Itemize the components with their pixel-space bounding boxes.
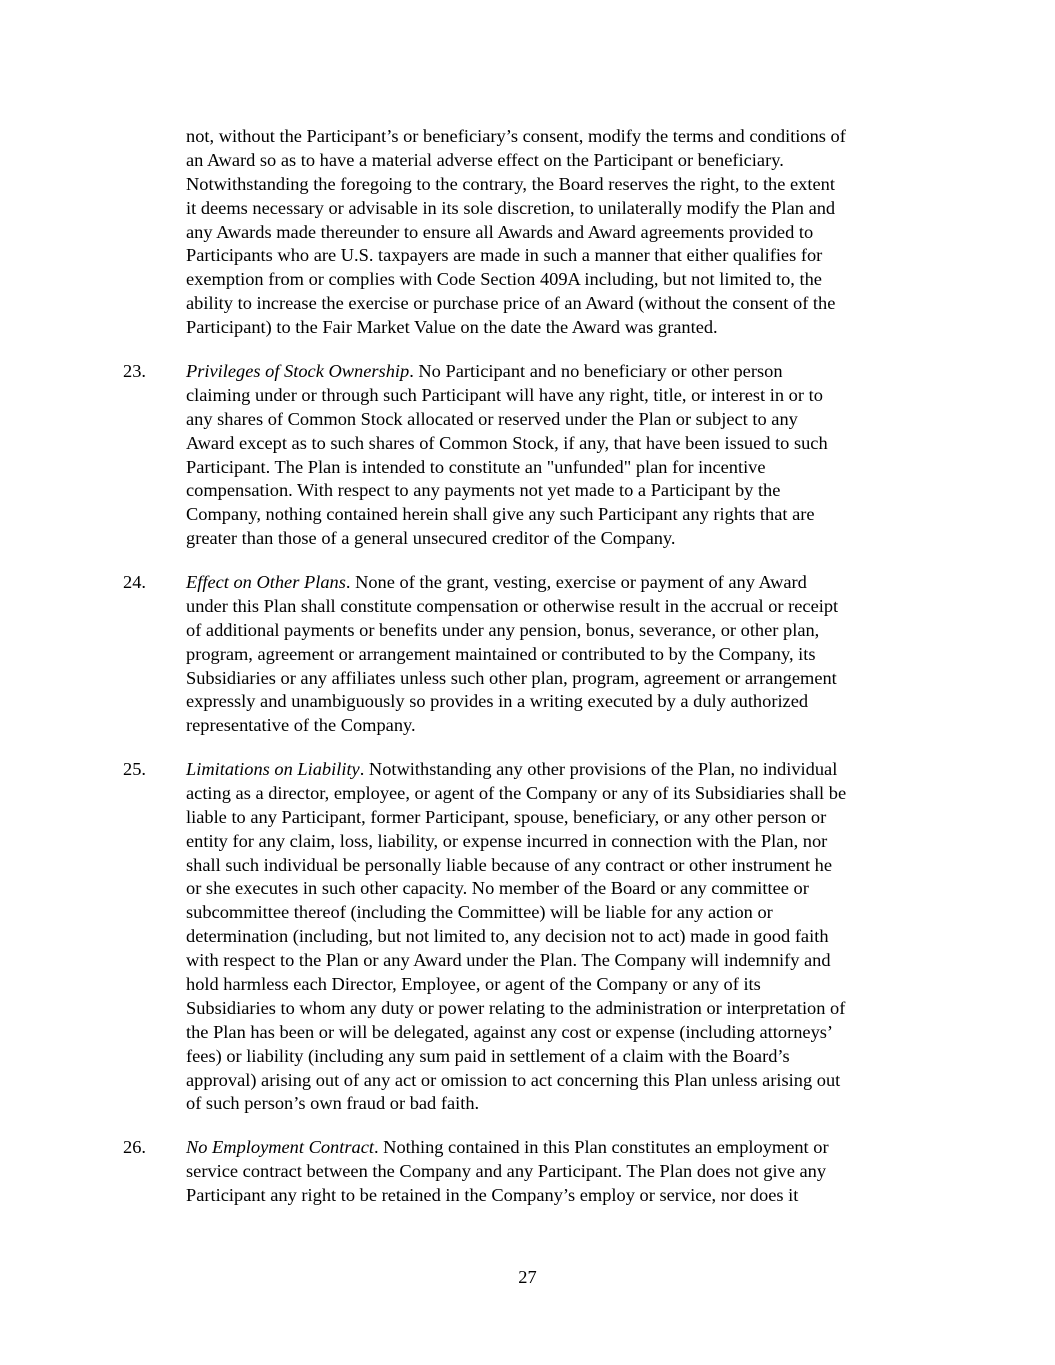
text-line: service contract between the Company and any Participant. The Plan does not give any [186, 1160, 827, 1181]
text-line: fees) or liability (including any sum paid in settlement of a claim with the Board’s [186, 1045, 790, 1066]
continuation-paragraph [186, 125, 946, 340]
text-line: Award except as to such shares of Common Stock, if any, that have been issued to such [186, 432, 828, 453]
text-line: claiming under or through such Participant will have any right, title, or interest in or to [186, 384, 823, 405]
text-line: Participant) to the Fair Market Value on the date the Award was granted. [186, 317, 718, 338]
text-line: with respect to the Plan or any Award under the Plan. The Company will indemnify and [186, 950, 831, 971]
text-line: not, without the Participant’s or beneficiary’s consent, modify the terms and conditions of [186, 126, 846, 146]
text-line [186, 360, 946, 384]
text-line: under this Plan shall constitute compensation or otherwise result in the accrual or receipt [186, 595, 839, 616]
text-line: expressly and unambiguously so provides in a writing executed by a duly authorized [186, 691, 809, 712]
text-line: representative of the Company. [186, 715, 416, 736]
section-number-26: 26. [123, 1137, 146, 1157]
text-line: any shares of Common Stock allocated or reserved under the Plan or subject to any [186, 408, 798, 429]
text-line: of additional payments or benefits under any pension, bonus, severance, or other plan, [186, 619, 820, 640]
text-line: it deems necessary or advisable in its sole discretion, to unilaterally modify the Plan and [186, 197, 836, 218]
text-line: Participant. The Plan is intended to constitute an "unfunded" plan for incentive [186, 456, 766, 477]
text-line [186, 758, 946, 782]
text-line: Subsidiaries or any affiliates unless such other plan, program, agreement or arrangement [186, 667, 837, 688]
text-line [186, 1136, 946, 1160]
text-line: any Awards made thereunder to ensure all Awards and Award agreements provided to [186, 221, 814, 242]
text-line: approval) arising out of any act or omission to act concerning this Plan unless arising out [186, 1069, 841, 1090]
section-26-paragraph [186, 1136, 946, 1208]
text-line: of such person’s own fraud or bad faith. [186, 1093, 480, 1114]
page-number: 27 [518, 1267, 537, 1287]
section-23-paragraph [186, 360, 946, 551]
text-line: hold harmless each Director, Employee, or agent of the Company or any of its [186, 974, 761, 995]
text-line: greater than those of a general unsecured creditor of the Company. [186, 528, 676, 549]
text-line: exemption from or complies with Code Section 409A including, but not limited to, the [186, 269, 822, 290]
text-line: Notwithstanding the foregoing to the contrary, the Board reserves the right, to the extent [186, 173, 835, 194]
text-line: compensation. With respect to any payments not yet made to a Participant by the [186, 480, 781, 501]
section-25-paragraph [186, 758, 946, 1116]
section-number-25: 25. [123, 759, 146, 779]
text-line: program, agreement or arrangement maintained or contributed to by the Company, its [186, 643, 816, 664]
text-line: shall such individual be personally liable because of any contract or other instrument he [186, 854, 833, 875]
text-run: . None of the grant, vesting, exercise or payment of any Award [345, 572, 807, 592]
text-line: an Award so as to have a material adverse effect on the Participant or beneficiary. [186, 149, 784, 170]
section-number-24: 24. [123, 572, 146, 592]
section-heading: No Employment Contract [186, 1137, 374, 1157]
text-line [186, 571, 946, 595]
section-heading: Privileges of Stock Ownership [186, 361, 410, 381]
text-line: liable to any Participant, former Participant, spouse, beneficiary, or any other person or [186, 806, 827, 827]
text-line: determination (including, but not limited to, any decision not to act) made in good faith [186, 926, 829, 947]
text-line: Participant any right to be retained in the Company’s employ or service, nor does it [186, 1184, 799, 1205]
text-line: acting as a director, employee, or agent of the Company or any of its Subsidiaries shall be [186, 782, 847, 803]
text-line: entity for any claim, loss, liability, or expense incurred in connection with the Plan, nor [186, 830, 828, 851]
text-line: Company, nothing contained herein shall give any such Participant any rights that are [186, 504, 815, 525]
text-line: or she executes in such other capacity. No member of the Board or any committee or [186, 878, 809, 899]
text-line: Participants who are U.S. taxpayers are made in such a manner that either qualifies for [186, 245, 823, 266]
section-24-paragraph [186, 571, 946, 738]
text-run: . No Participant and no beneficiary or other person [409, 361, 783, 381]
text-line: Subsidiaries to whom any duty or power relating to the administration or interpretation of [186, 997, 846, 1018]
section-number-23: 23. [123, 361, 146, 381]
text-run: . Notwithstanding any other provisions of the Plan, no individual [359, 759, 838, 779]
text-line: ability to increase the exercise or purchase price of an Award (without the consent of the [186, 293, 836, 314]
text-run: . Nothing contained in this Plan constitutes an employment or [373, 1137, 829, 1157]
section-heading: Effect on Other Plans [186, 572, 346, 592]
text-line: subcommittee thereof (including the Committee) will be liable for any action or [186, 902, 773, 923]
text-line: the Plan has been or will be delegated, against any cost or expense (including attorneys’ [186, 1021, 834, 1042]
section-heading: Limitations on Liability [186, 759, 360, 779]
